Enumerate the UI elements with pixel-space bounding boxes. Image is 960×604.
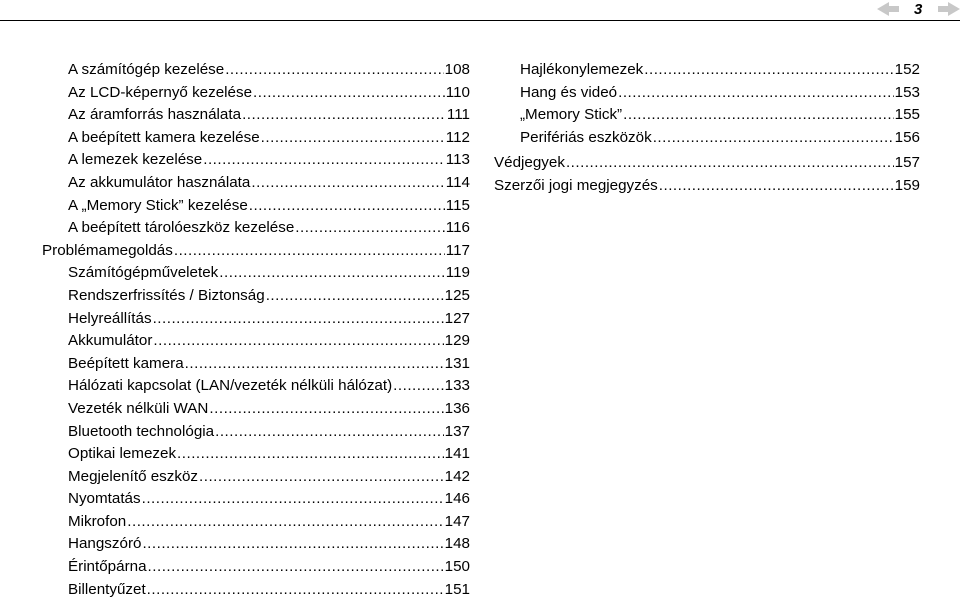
toc-entry[interactable] (42, 556, 470, 579)
toc-entry-title: Az LCD-képernyő kezelése (68, 83, 253, 101)
toc-entry-page: 114 (445, 173, 470, 191)
toc-entry-page: 147 (444, 512, 470, 530)
toc-entry-title: Beépített kamera (68, 354, 184, 372)
header-rule (0, 20, 960, 21)
page-navigation (840, 0, 960, 20)
dot-leader (295, 217, 445, 240)
dot-leader (153, 330, 443, 353)
toc-entry[interactable] (42, 82, 470, 105)
toc-entry-page: 155 (894, 106, 920, 124)
toc-entry-page: 115 (445, 196, 470, 214)
dot-leader (199, 466, 444, 489)
toc-entry-title: Az akkumulátor használata (68, 173, 251, 191)
toc-entry[interactable] (42, 511, 470, 534)
arrow-right-icon[interactable] (938, 2, 960, 20)
toc-entry-page: 127 (444, 309, 470, 327)
toc-entry[interactable] (494, 104, 920, 127)
toc-entry[interactable] (42, 421, 470, 444)
toc-entry-page: 153 (894, 83, 920, 101)
dot-leader (142, 533, 443, 556)
dot-leader (242, 104, 446, 127)
toc-entry[interactable] (494, 59, 920, 82)
dot-leader (225, 59, 443, 82)
toc-entry-page: 137 (444, 422, 470, 440)
toc-entry-title: Szerzői jogi megjegyzés (494, 176, 658, 194)
toc-entry-page: 148 (444, 535, 470, 553)
dot-leader (623, 104, 894, 127)
dot-leader (153, 308, 444, 331)
toc-entry-title: Akkumulátor (68, 332, 153, 350)
dot-leader (261, 127, 445, 150)
toc-entry[interactable] (494, 82, 920, 105)
toc-left-column (42, 59, 470, 601)
toc-entry-title: Érintőpárna (68, 558, 147, 576)
toc-entry-title: Bluetooth technológia (68, 422, 215, 440)
dot-leader (618, 82, 894, 105)
toc-entry-page: 111 (446, 106, 470, 124)
toc-entry-title: Problémamegoldás (42, 241, 173, 259)
toc-entry-title: A beépített tárolóeszköz kezelése (68, 219, 295, 237)
toc-entry[interactable] (42, 579, 470, 602)
dot-leader (566, 152, 894, 175)
dot-leader (148, 556, 444, 579)
toc-entry-page: 108 (444, 61, 470, 78)
dot-leader (253, 82, 445, 105)
toc-entry-page: 146 (444, 490, 470, 508)
toc-entry[interactable] (42, 466, 470, 489)
toc-entry-title: Az áramforrás használata (68, 106, 242, 124)
toc-entry-title: Rendszerfrissítés / Biztonság (68, 286, 265, 304)
toc-entry[interactable] (42, 533, 470, 556)
toc-entry-title: Védjegyek (494, 154, 565, 172)
toc-entry-title: Megjelenítő eszköz (68, 467, 199, 485)
toc-entry[interactable] (42, 104, 470, 127)
toc-entry-title: A „Memory Stick” kezelése (68, 196, 248, 214)
toc-entry-page: 129 (444, 332, 470, 350)
arrow-left-icon[interactable] (877, 2, 907, 20)
toc-entry[interactable] (42, 195, 470, 218)
toc-entry-title: Számítógépműveletek (68, 264, 219, 282)
toc-entry-page: 110 (445, 83, 470, 101)
toc-entry-title: Optikai lemezek (68, 445, 177, 463)
toc-entry-page: 157 (894, 154, 920, 172)
dot-leader (219, 262, 445, 285)
toc-entry-page: 142 (444, 467, 470, 485)
toc-entry-page: 152 (894, 61, 920, 78)
toc-entry-title: Hálózati kapcsolat (LAN/vezeték nélküli hálózat) (68, 377, 393, 395)
toc-entry-title: Hangszóró (68, 535, 142, 553)
dot-leader (185, 353, 444, 376)
toc-entry-title: Hang és videó (520, 83, 618, 101)
toc-entry-title: Billentyűzet (68, 580, 146, 598)
dot-leader (393, 375, 443, 398)
toc-entry-page: 159 (894, 176, 920, 194)
toc-entry-title: Helyreállítás (68, 309, 152, 327)
toc-right-column (494, 59, 920, 198)
toc-entry-page: 151 (444, 580, 470, 598)
toc-entry-page: 112 (445, 128, 470, 146)
toc-entry-title: A beépített kamera kezelése (68, 128, 260, 146)
dot-leader (209, 398, 443, 421)
toc-entry-page: 131 (444, 354, 470, 372)
toc-entry-page: 150 (444, 558, 470, 576)
toc-entry-title: Hajlékonylemezek (520, 61, 644, 78)
toc-entry-title: Mikrofon (68, 512, 127, 530)
dot-leader (147, 579, 444, 602)
dot-leader (203, 149, 445, 172)
dot-leader (659, 175, 894, 198)
toc-entry-page: 113 (445, 151, 470, 169)
toc-entry[interactable] (494, 152, 920, 175)
toc-entry-title: Perifériás eszközök (520, 128, 652, 146)
toc-entry[interactable] (42, 308, 470, 331)
toc-entry[interactable] (42, 443, 470, 466)
toc-entry[interactable] (42, 127, 470, 150)
dot-leader (644, 59, 893, 82)
dot-leader (215, 421, 444, 444)
toc-entry-page: 136 (444, 399, 470, 417)
dot-leader (127, 511, 443, 534)
toc-entry[interactable] (42, 172, 470, 195)
dot-leader (177, 443, 444, 466)
toc-entry[interactable] (42, 240, 470, 263)
toc-entry[interactable] (42, 262, 470, 285)
toc-entry-page: 156 (894, 128, 920, 146)
toc-entry[interactable] (42, 398, 470, 421)
dot-leader (251, 172, 444, 195)
dot-leader (142, 488, 444, 511)
toc-entry-title: A számítógép kezelése (68, 61, 225, 78)
dot-leader (249, 195, 445, 218)
dot-leader (266, 285, 444, 308)
toc-entry-page: 117 (445, 241, 470, 259)
toc-entry[interactable] (42, 353, 470, 376)
toc-entry-page: 116 (445, 219, 470, 237)
toc-entry[interactable] (42, 285, 470, 308)
dot-leader (174, 240, 445, 263)
toc-entry-title: „Memory Stick” (520, 106, 623, 124)
toc-entry-page: 119 (445, 264, 470, 282)
toc-entry-title: Vezeték nélküli WAN (68, 399, 209, 417)
dot-leader (653, 127, 894, 150)
toc-entry[interactable] (42, 59, 470, 82)
toc-entry[interactable] (42, 149, 470, 172)
toc-entry[interactable] (42, 488, 470, 511)
toc-entry[interactable] (494, 127, 920, 150)
toc-entry[interactable] (42, 217, 470, 240)
toc-entry-page: 133 (444, 377, 470, 395)
toc-entry[interactable] (494, 175, 920, 198)
toc-entry-title: A lemezek kezelése (68, 151, 203, 169)
toc-entry-page: 125 (444, 286, 470, 304)
toc-entry[interactable] (42, 330, 470, 353)
toc-entry-page: 141 (444, 445, 470, 463)
toc-entry[interactable] (42, 375, 470, 398)
toc-entry-title: Nyomtatás (68, 490, 141, 508)
page-number: 3 (914, 1, 923, 18)
